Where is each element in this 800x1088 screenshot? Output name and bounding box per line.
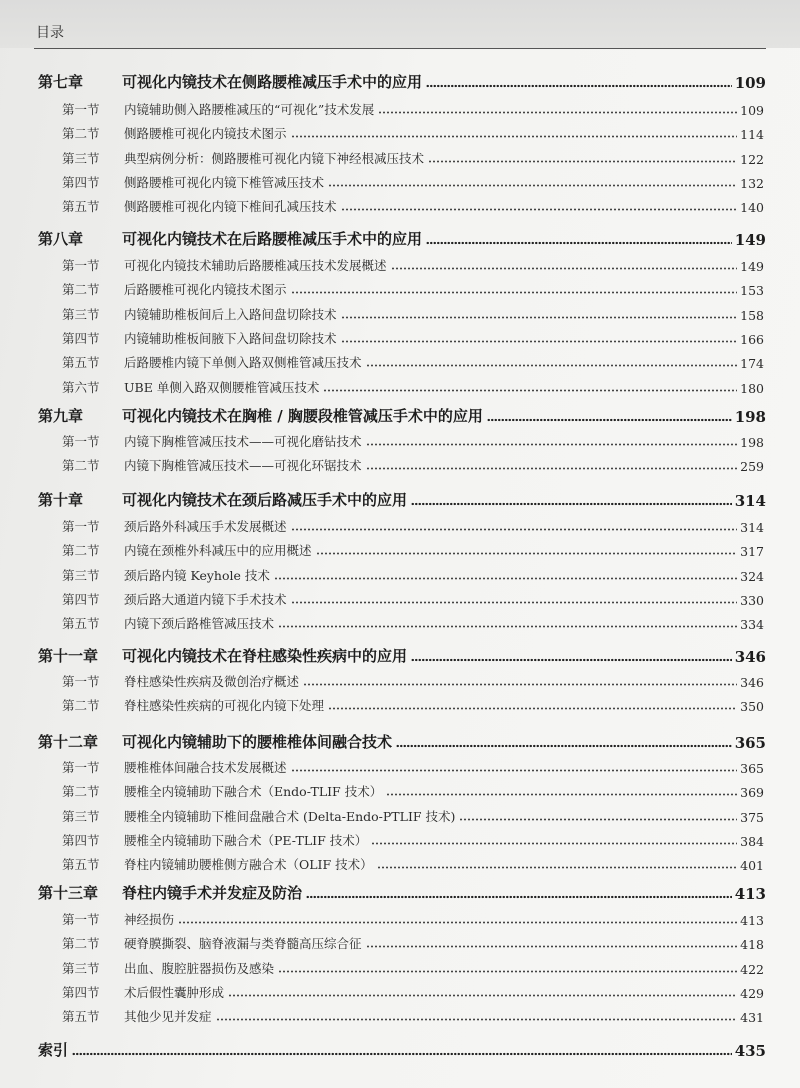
- section-entry-page: 369: [740, 785, 764, 800]
- dot-leader: [487, 418, 732, 422]
- section-entry-page: 149: [740, 259, 764, 274]
- section-entry-number: 第三节: [62, 151, 100, 166]
- section-entry-page: 413: [740, 913, 764, 928]
- section-entry-page: 122: [740, 152, 764, 167]
- section-entry-number: 第三节: [62, 961, 100, 976]
- section-entry[interactable]: [62, 782, 764, 800]
- dot-leader: [426, 84, 732, 88]
- running-head: 目录: [36, 25, 64, 41]
- section-entry-page: 166: [740, 332, 764, 347]
- section-entry-page: 324: [740, 569, 764, 584]
- chapter-entry-number: 第十三章: [38, 884, 99, 902]
- chapter-entry[interactable]: [38, 883, 766, 903]
- section-entry-page: 158: [740, 308, 764, 323]
- section-entry-title: 内镜下胸椎管减压技术——可视化环锯技术: [124, 458, 362, 473]
- section-entry[interactable]: [62, 197, 764, 215]
- chapter-entry-number: 第十二章: [38, 733, 99, 751]
- chapter-entry[interactable]: [38, 72, 766, 92]
- section-entry-page: 140: [740, 200, 764, 215]
- section-entry[interactable]: [62, 353, 764, 371]
- chapter-entry-number: 第八章: [38, 230, 84, 248]
- header-band: [0, 0, 800, 48]
- chapter-entry-title: 可视化内镜技术在侧路腰椎减压手术中的应用: [122, 73, 423, 91]
- chapter-entry-title: 可视化内镜技术在脊柱感染性疾病中的应用: [122, 647, 408, 665]
- section-entry-page: 109: [740, 103, 764, 118]
- dot-leader: [377, 866, 738, 869]
- section-entry-number: 第一节: [62, 912, 100, 927]
- dot-leader: [428, 160, 737, 163]
- section-entry-page: 314: [740, 520, 764, 535]
- dot-leader: [316, 552, 738, 555]
- section-entry[interactable]: [62, 672, 764, 690]
- section-entry-number: 第四节: [62, 833, 100, 848]
- section-entry-title: 脊柱感染性疾病及微创治疗概述: [124, 674, 300, 689]
- chapter-entry[interactable]: [38, 490, 766, 510]
- dot-leader: [411, 502, 732, 506]
- chapter-entry[interactable]: [38, 406, 766, 426]
- section-entry-number: 第三节: [62, 307, 100, 322]
- dot-leader: [341, 316, 738, 319]
- section-entry[interactable]: [62, 910, 764, 928]
- section-entry-number: 第四节: [62, 331, 100, 346]
- section-entry-page: 114: [740, 127, 764, 142]
- dot-leader: [378, 111, 737, 114]
- section-entry-number: 第五节: [62, 199, 100, 214]
- section-entry-title: 术后假性囊肿形成: [124, 985, 225, 1000]
- section-entry-title: 后路腰椎内镜下单侧入路双侧椎管减压技术: [124, 355, 362, 370]
- section-entry[interactable]: [62, 124, 764, 142]
- section-entry-number: 第二节: [62, 458, 100, 473]
- section-entry[interactable]: [62, 305, 764, 323]
- chapter-entry-number: 第九章: [38, 407, 84, 425]
- section-entry[interactable]: [62, 256, 764, 274]
- section-entry-number: 第六节: [62, 380, 100, 395]
- section-entry-page: 418: [740, 937, 764, 952]
- section-entry-title: 神经损伤: [124, 912, 175, 927]
- section-entry[interactable]: [62, 758, 764, 776]
- section-entry-page: 317: [740, 544, 764, 559]
- chapter-entry-page: 413: [734, 885, 766, 903]
- dot-leader: [459, 818, 737, 821]
- section-entry-number: 第二节: [62, 698, 100, 713]
- index-entry-title: 索引: [38, 1041, 69, 1059]
- section-entry-title: 腰椎全内镜辅助下椎间盘融合术 (Delta-Endo-PTLIF 技术): [124, 809, 456, 824]
- dot-leader: [411, 658, 732, 662]
- section-entry-title: 腰椎全内镜辅助下融合术（PE-TLIF 技术）: [124, 833, 368, 848]
- dot-leader: [396, 744, 732, 748]
- dot-leader: [216, 1018, 738, 1021]
- chapter-entry-page: 109: [734, 74, 766, 92]
- dot-leader: [291, 769, 738, 772]
- section-entry[interactable]: [62, 541, 764, 559]
- section-entry-title: 脊柱内镜辅助腰椎侧方融合术（OLIF 技术）: [124, 857, 373, 872]
- chapter-entry[interactable]: [38, 229, 766, 249]
- chapter-entry-title: 可视化内镜辅助下的腰椎椎体间融合技术: [122, 733, 393, 751]
- chapter-entry-title: 可视化内镜技术在后路腰椎减压手术中的应用: [122, 230, 423, 248]
- dot-leader: [426, 241, 732, 245]
- chapter-entry-page: 198: [734, 408, 766, 426]
- dot-leader: [366, 467, 738, 470]
- chapter-entry-page: 314: [734, 492, 766, 510]
- section-entry-title: 腰椎椎体间融合技术发展概述: [124, 760, 287, 775]
- chapter-entry[interactable]: [38, 646, 766, 666]
- section-entry-page: 259: [740, 459, 764, 474]
- section-entry-page: 174: [740, 356, 764, 371]
- dot-leader: [391, 267, 738, 270]
- chapter-entry-number: 第七章: [38, 73, 84, 91]
- section-entry-number: 第二节: [62, 784, 100, 799]
- section-entry[interactable]: [62, 855, 764, 873]
- section-entry[interactable]: [62, 517, 764, 535]
- section-entry-page: 330: [740, 593, 764, 608]
- section-entry-number: 第三节: [62, 568, 100, 583]
- section-entry-title: UBE 单侧入路双侧腰椎管减压技术: [124, 380, 320, 395]
- section-entry-page: 429: [740, 986, 764, 1001]
- section-entry-title: 侧路腰椎可视化内镜下椎管减压技术: [124, 175, 325, 190]
- dot-leader: [341, 208, 738, 211]
- section-entry-page: 132: [740, 176, 764, 191]
- dot-leader: [72, 1052, 732, 1056]
- section-entry[interactable]: [62, 378, 764, 396]
- section-entry-number: 第五节: [62, 1009, 100, 1024]
- section-entry-title: 内镜在颈椎外科减压中的应用概述: [124, 543, 312, 558]
- section-entry[interactable]: [62, 807, 764, 825]
- section-entry-title: 脊柱感染性疾病的可视化内镜下处理: [124, 698, 325, 713]
- dot-leader: [291, 601, 738, 604]
- section-entry-page: 384: [740, 834, 764, 849]
- section-entry[interactable]: [62, 696, 764, 714]
- dot-leader: [274, 577, 737, 580]
- section-entry-page: 198: [740, 435, 764, 450]
- chapter-entry-title: 可视化内镜技术在胸椎 / 胸腰段椎管减压手术中的应用: [122, 407, 483, 425]
- chapter-entry-number: 第十章: [38, 491, 84, 509]
- index-entry-page: 435: [734, 1042, 766, 1060]
- section-entry-page: 422: [740, 962, 764, 977]
- dot-leader: [306, 895, 732, 899]
- dot-leader: [228, 994, 737, 997]
- dot-leader: [303, 683, 737, 686]
- section-entry[interactable]: [62, 280, 764, 298]
- section-entry-number: 第一节: [62, 434, 100, 449]
- section-entry[interactable]: [62, 1007, 764, 1025]
- section-entry-number: 第四节: [62, 985, 100, 1000]
- section-entry-title: 可视化内镜技术辅助后路腰椎减压技术发展概述: [124, 258, 387, 273]
- header-rule: [34, 48, 766, 49]
- section-entry[interactable]: [62, 614, 764, 632]
- section-entry-page: 431: [740, 1010, 764, 1025]
- dot-leader: [291, 135, 738, 138]
- section-entry-number: 第一节: [62, 258, 100, 273]
- section-entry-number: 第二节: [62, 936, 100, 951]
- chapter-entry[interactable]: [38, 732, 766, 752]
- section-entry-title: 出血、腹腔脏器损伤及感染: [124, 961, 275, 976]
- dot-leader: [371, 842, 737, 845]
- section-entry-page: 334: [740, 617, 764, 632]
- dot-leader: [328, 184, 737, 187]
- dot-leader: [366, 945, 738, 948]
- section-entry-number: 第五节: [62, 355, 100, 370]
- section-entry-number: 第一节: [62, 674, 100, 689]
- section-entry-page: 180: [740, 381, 764, 396]
- section-entry-page: 350: [740, 699, 764, 714]
- dot-leader: [366, 364, 738, 367]
- section-entry-title: 腰椎全内镜辅助下融合术（Endo-TLIF 技术）: [124, 784, 383, 799]
- section-entry-number: 第二节: [62, 126, 100, 141]
- section-entry-title: 颈后路外科减压手术发展概述: [124, 519, 287, 534]
- section-entry[interactable]: [62, 149, 764, 167]
- chapter-entry-page: 365: [734, 734, 766, 752]
- section-entry-title: 侧路腰椎可视化内镜技术图示: [124, 126, 287, 141]
- dot-leader: [278, 625, 737, 628]
- section-entry-number: 第一节: [62, 519, 100, 534]
- section-entry-number: 第一节: [62, 102, 100, 117]
- chapter-entry-title: 脊柱内镜手术并发症及防治: [122, 884, 303, 902]
- section-entry-page: 375: [740, 810, 764, 825]
- section-entry-number: 第二节: [62, 282, 100, 297]
- section-entry-title: 内镜辅助椎板间腋下入路间盘切除技术: [124, 331, 337, 346]
- dot-leader: [386, 793, 737, 796]
- section-entry[interactable]: [62, 831, 764, 849]
- index-entry[interactable]: [38, 1040, 766, 1060]
- section-entry-number: 第一节: [62, 760, 100, 775]
- section-entry-title: 颈后路内镜 Keyhole 技术: [124, 568, 270, 583]
- dot-leader: [291, 291, 738, 294]
- section-entry-page: 365: [740, 761, 764, 776]
- section-entry[interactable]: [62, 456, 764, 474]
- section-entry-page: 346: [740, 675, 764, 690]
- chapter-entry-title: 可视化内镜技术在颈后路减压手术中的应用: [122, 491, 408, 509]
- section-entry-number: 第五节: [62, 857, 100, 872]
- chapter-entry-number: 第十一章: [38, 647, 99, 665]
- section-entry[interactable]: [62, 590, 764, 608]
- section-entry-title: 侧路腰椎可视化内镜下椎间孔减压技术: [124, 199, 337, 214]
- section-entry-title: 内镜下胸椎管减压技术——可视化磨钻技术: [124, 434, 362, 449]
- dot-leader: [341, 340, 738, 343]
- section-entry-number: 第五节: [62, 616, 100, 631]
- section-entry-number: 第四节: [62, 175, 100, 190]
- section-entry[interactable]: [62, 566, 764, 584]
- section-entry[interactable]: [62, 983, 764, 1001]
- section-entry-title: 其他少见并发症: [124, 1009, 212, 1024]
- section-entry[interactable]: [62, 959, 764, 977]
- section-entry-number: 第四节: [62, 592, 100, 607]
- section-entry-title: 后路腰椎可视化内镜技术图示: [124, 282, 287, 297]
- dot-leader: [366, 443, 738, 446]
- dot-leader: [328, 707, 737, 710]
- section-entry[interactable]: [62, 100, 764, 118]
- section-entry-title: 典型病例分析：侧路腰椎可视化内镜下神经根减压技术: [124, 151, 425, 166]
- dot-leader: [291, 528, 738, 531]
- section-entry[interactable]: [62, 432, 764, 450]
- section-entry-number: 第二节: [62, 543, 100, 558]
- section-entry[interactable]: [62, 329, 764, 347]
- dot-leader: [323, 389, 737, 392]
- section-entry[interactable]: [62, 173, 764, 191]
- chapter-entry-page: 149: [734, 231, 766, 249]
- section-entry-number: 第三节: [62, 809, 100, 824]
- section-entry-page: 401: [740, 858, 764, 873]
- section-entry-title: 硬脊膜撕裂、脑脊液漏与类脊髓高压综合征: [124, 936, 362, 951]
- section-entry-title: 颈后路大通道内镜下手术技术: [124, 592, 287, 607]
- chapter-entry-page: 346: [734, 648, 766, 666]
- section-entry-title: 内镜下颈后路椎管减压技术: [124, 616, 275, 631]
- section-entry-title: 内镜辅助椎板间后上入路间盘切除技术: [124, 307, 337, 322]
- dot-leader: [278, 970, 737, 973]
- dot-leader: [178, 921, 737, 924]
- section-entry-page: 153: [740, 283, 764, 298]
- section-entry-title: 内镜辅助侧入路腰椎减压的“可视化”技术发展: [124, 102, 375, 117]
- section-entry[interactable]: [62, 934, 764, 952]
